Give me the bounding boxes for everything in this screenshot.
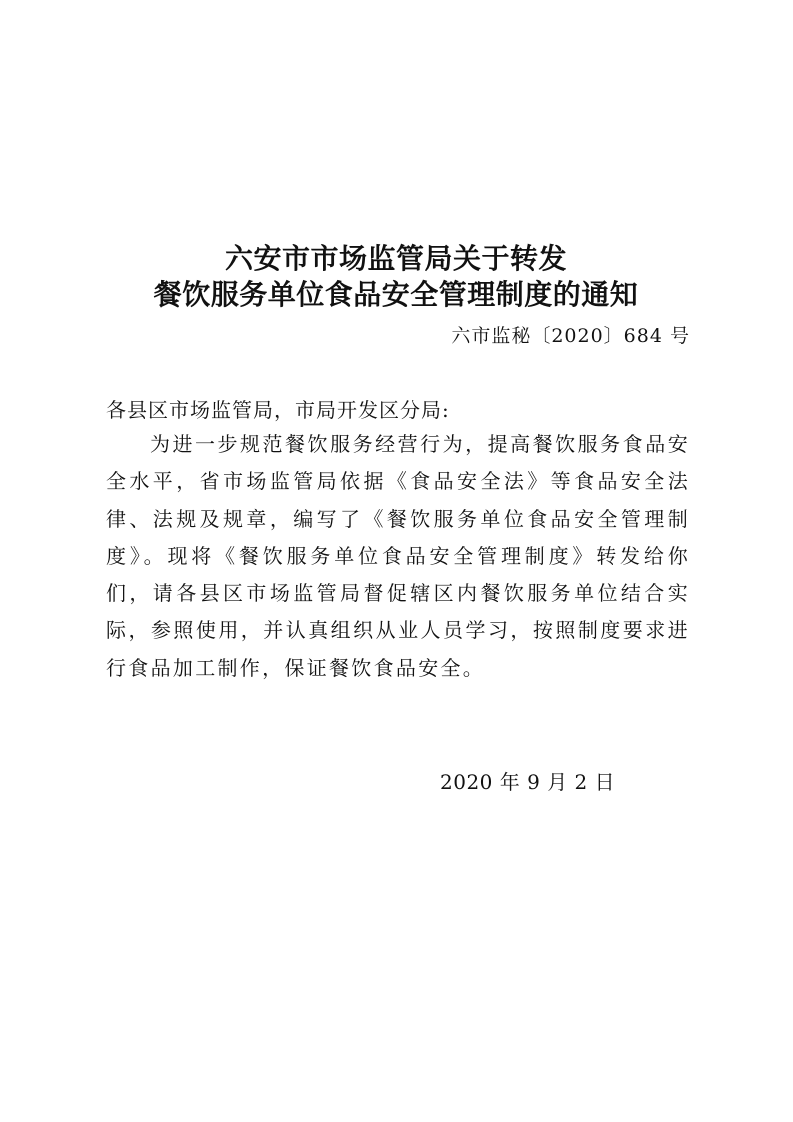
salutation: 各县区市场监管局，市局开发区分局: — [106, 398, 450, 422]
document-title-line-2: 餐饮服务单位食品安全管理制度的通知 — [153, 278, 639, 311]
document-number: 六市监秘〔2020〕684 号 — [451, 325, 690, 347]
body-paragraph: 为进一步规范餐饮服务经营行为，提高餐饮服务食品安全水平，省市场监管局依据《食品安全法》等食品安全法律、法规及规章，编写了《餐饮服务单位食品安全管理制度》。现将《餐饮服务单位食品安全管理制度》转发给你们，请各县区市场监管局督促辖区内餐饮服务单位结合实际，参照使用，并认真组织从业人员学习，按照制度要求进行食品加工制作，保证餐饮食品安全。 — [106, 432, 690, 680]
document-title-line-1: 六安市市场监管局关于转发 — [224, 242, 567, 275]
document-date: 2020 年 9 月 2 日 — [440, 770, 616, 794]
